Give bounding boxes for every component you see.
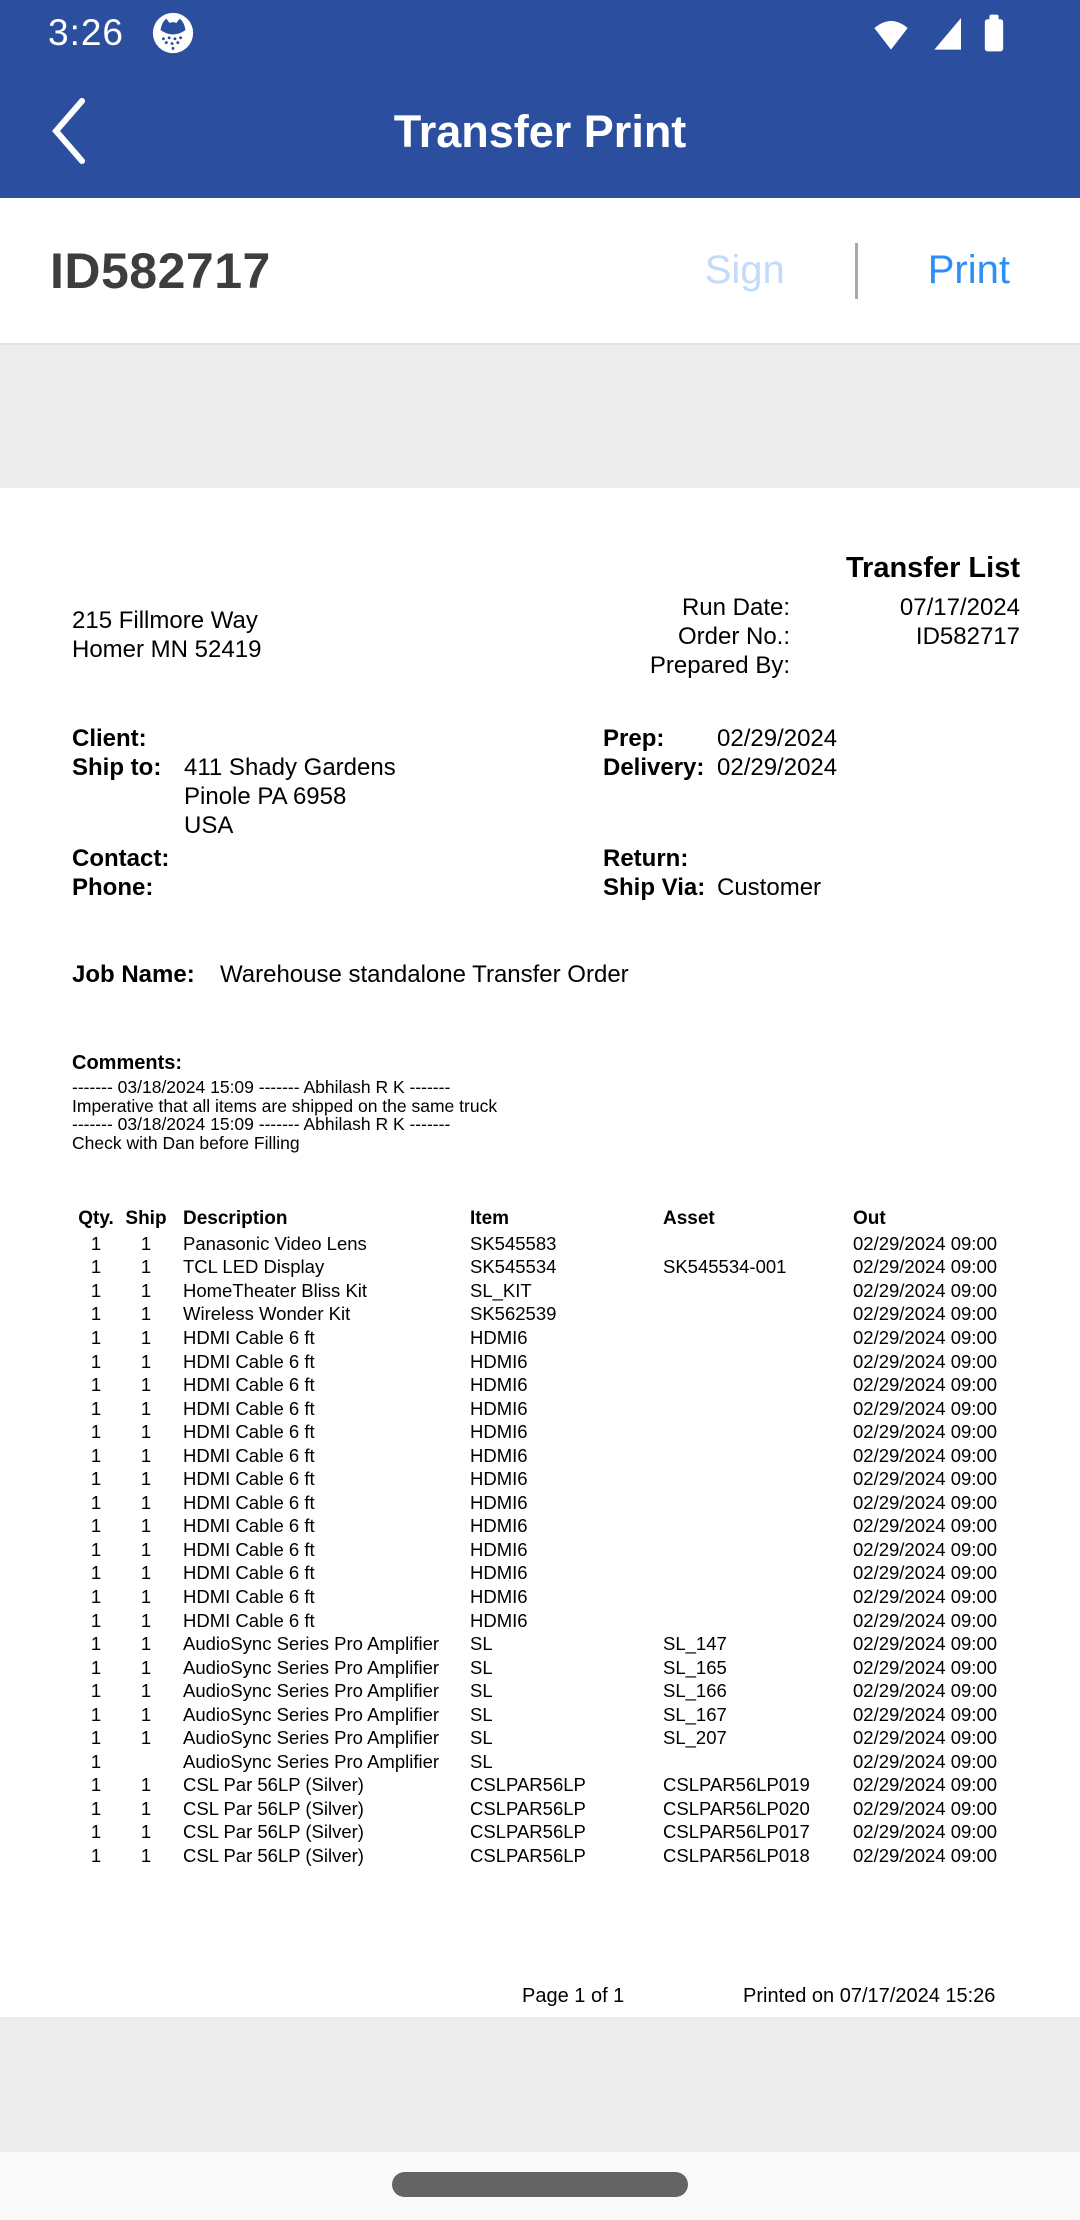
ship-cell: 1 (140, 1680, 152, 1702)
asset-cell: CSLPAR56LP017 (663, 1821, 810, 1843)
item-cell: HDMI6 (470, 1374, 528, 1396)
table-row (0, 1515, 1080, 1539)
out-cell: 02/29/2024 09:00 (853, 1421, 998, 1443)
comments-block (72, 1052, 497, 1152)
battery-icon (980, 11, 1008, 55)
item-cell: SL (470, 1656, 493, 1678)
qty-cell: 1 (90, 1703, 102, 1725)
qty-cell: 1 (90, 1515, 102, 1537)
item-cell: SL (470, 1680, 493, 1702)
qty-cell: 1 (90, 1232, 102, 1254)
ship-cell: 1 (140, 1515, 152, 1537)
item-cell: HDMI6 (470, 1562, 528, 1584)
comment-line: ------- 03/18/2024 15:09 ------- Abhilash R K ------- (72, 1077, 451, 1097)
description-cell: HDMI Cable 6 ft (183, 1515, 315, 1537)
out-cell: 02/29/2024 09:00 (853, 1844, 998, 1866)
asset-cell: SL_165 (663, 1656, 727, 1678)
description-cell: AudioSync Series Pro Amplifier (183, 1703, 440, 1725)
description-cell: AudioSync Series Pro Amplifier (183, 1750, 440, 1772)
out-cell: 02/29/2024 09:00 (853, 1797, 998, 1819)
table-row (0, 1562, 1080, 1586)
asset-cell: CSLPAR56LP018 (663, 1844, 810, 1866)
qty-cell: 1 (90, 1844, 102, 1866)
description-cell: HDMI Cable 6 ft (183, 1491, 315, 1513)
item-cell: CSLPAR56LP (470, 1844, 586, 1866)
shipto-lines (184, 753, 396, 840)
items-table-header (0, 1206, 1080, 1232)
out-cell: 02/29/2024 09:00 (853, 1232, 998, 1254)
qty-cell: 1 (90, 1797, 102, 1819)
qty-header: Qty. (78, 1208, 114, 1229)
table-row (0, 1303, 1080, 1327)
address-line: 215 Fillmore Way (72, 607, 258, 634)
out-cell: 02/29/2024 09:00 (853, 1633, 998, 1655)
shipvia-value: Customer (717, 874, 822, 901)
field-value (790, 651, 1020, 680)
field-label: Order No.: (677, 623, 790, 650)
asset-cell: SL_147 (663, 1633, 727, 1655)
description-cell: Panasonic Video Lens (183, 1232, 367, 1254)
chevron-left-icon (46, 96, 90, 169)
item-cell: HDMI6 (470, 1421, 528, 1443)
description-cell: HDMI Cable 6 ft (183, 1326, 315, 1348)
out-cell: 02/29/2024 09:00 (853, 1750, 998, 1772)
table-row (0, 1844, 1080, 1868)
shipto-label: Ship to: (72, 754, 162, 781)
print-button[interactable]: Print (927, 248, 1010, 292)
table-row (0, 1726, 1080, 1750)
ship-cell: 1 (140, 1656, 152, 1678)
description-cell: AudioSync Series Pro Amplifier (183, 1633, 440, 1655)
out-cell: 02/29/2024 09:00 (853, 1538, 998, 1560)
qty-cell: 1 (90, 1397, 102, 1419)
ship-cell: 1 (140, 1491, 152, 1513)
delivery-value: 02/29/2024 (717, 754, 838, 781)
description-cell: HDMI Cable 6 ft (183, 1609, 315, 1631)
item-cell: SL (470, 1727, 493, 1749)
description-cell: CSL Par 56LP (Silver) (183, 1844, 364, 1866)
ship-cell: 1 (140, 1444, 152, 1466)
item-header: Item (470, 1208, 510, 1229)
table-row (0, 1397, 1080, 1421)
table-row (0, 1373, 1080, 1397)
table-row (0, 1679, 1080, 1703)
qty-cell: 1 (90, 1326, 102, 1348)
phone-row (72, 873, 184, 902)
ship-cell: 1 (140, 1562, 152, 1584)
shipto-line: USA (184, 812, 234, 839)
out-header: Out (853, 1208, 886, 1229)
shipto-row (72, 753, 396, 840)
qty-cell: 1 (90, 1444, 102, 1466)
items-table (0, 1206, 1080, 1868)
contact-row (72, 844, 184, 873)
out-cell: 02/29/2024 09:00 (853, 1727, 998, 1749)
shipto-line: 411 Shady Gardens (184, 754, 396, 781)
ship-header: Ship (125, 1208, 167, 1229)
out-cell: 02/29/2024 09:00 (853, 1468, 998, 1490)
shipto-line: Pinole PA 6958 (184, 783, 347, 810)
company-address (72, 606, 261, 664)
qty-cell: 1 (90, 1750, 102, 1772)
status-icons (870, 11, 1008, 55)
item-cell: HDMI6 (470, 1491, 528, 1513)
document-footer (0, 1982, 1080, 2011)
page-title: Transfer Print (393, 106, 687, 157)
qty-cell: 1 (90, 1421, 102, 1443)
qty-cell: 1 (90, 1491, 102, 1513)
document-title: Transfer List (845, 552, 1020, 584)
prep-row (603, 724, 837, 753)
out-cell: 02/29/2024 09:00 (853, 1656, 998, 1678)
qty-cell: 1 (90, 1303, 102, 1325)
comments-lines (72, 1078, 497, 1152)
item-cell: SL (470, 1750, 493, 1772)
wifi-icon (870, 13, 912, 53)
document-header-fields (560, 593, 1020, 680)
qty-cell: 1 (90, 1633, 102, 1655)
item-cell: SK562539 (470, 1303, 557, 1325)
printed-timestamp: Printed on 07/17/2024 15:26 (743, 1985, 996, 2007)
item-cell: SL (470, 1703, 493, 1725)
page-indicator: Page 1 of 1 (522, 1985, 625, 2007)
description-cell: HDMI Cable 6 ft (183, 1374, 315, 1396)
asset-cell: SK545534-001 (663, 1256, 787, 1278)
table-row (0, 1656, 1080, 1680)
item-cell: HDMI6 (470, 1515, 528, 1537)
ship-cell: 1 (140, 1232, 152, 1254)
return-shipvia-block (603, 844, 821, 902)
prep-value: 02/29/2024 (717, 725, 838, 752)
ship-cell: 1 (140, 1727, 152, 1749)
shipvia-row (603, 873, 821, 902)
document-header-field (560, 593, 1020, 622)
table-row (0, 1420, 1080, 1444)
item-cell: HDMI6 (470, 1538, 528, 1560)
qty-cell: 1 (90, 1374, 102, 1396)
phone-label: Phone: (72, 874, 154, 901)
system-nav-bar (0, 2152, 1080, 2220)
prep-label: Prep: (603, 725, 665, 752)
item-cell: SL (470, 1633, 493, 1655)
ship-cell: 1 (140, 1703, 152, 1725)
description-cell: AudioSync Series Pro Amplifier (183, 1727, 440, 1749)
contact-phone-block (72, 844, 184, 902)
preview-margin-top (0, 343, 1080, 488)
return-label: Return: (603, 845, 689, 872)
out-cell: 02/29/2024 09:00 (853, 1774, 998, 1796)
comment-line: Check with Dan before Filling (72, 1132, 300, 1153)
table-row (0, 1821, 1080, 1845)
table-row (0, 1703, 1080, 1727)
qty-cell: 1 (90, 1256, 102, 1278)
out-cell: 02/29/2024 09:00 (853, 1303, 998, 1325)
order-toolbar (0, 198, 1080, 343)
asset-cell: CSLPAR56LP019 (663, 1774, 810, 1796)
cellular-signal-icon (926, 13, 966, 53)
item-cell: CSLPAR56LP (470, 1797, 586, 1819)
description-cell: HDMI Cable 6 ft (183, 1421, 315, 1443)
table-row (0, 1350, 1080, 1374)
item-cell: HDMI6 (470, 1326, 528, 1348)
delivery-label: Delivery: (603, 754, 705, 781)
field-label: Run Date: (681, 594, 790, 621)
order-id: ID582717 (50, 242, 271, 299)
qty-cell: 1 (90, 1774, 102, 1796)
document-header-block (560, 552, 1020, 680)
description-cell: HDMI Cable 6 ft (183, 1444, 315, 1466)
asset-cell: SL_207 (663, 1727, 727, 1749)
item-cell: HDMI6 (470, 1585, 528, 1607)
table-row (0, 1538, 1080, 1562)
comment-line: Imperative that all items are shipped on the same truck (72, 1095, 498, 1116)
client-shipto-block (72, 724, 396, 840)
qty-cell: 1 (90, 1585, 102, 1607)
description-cell: HDMI Cable 6 ft (183, 1397, 315, 1419)
comment-line: ------- 03/18/2024 15:09 ------- Abhilash R K ------- (72, 1114, 451, 1135)
qty-cell: 1 (90, 1350, 102, 1372)
job-name-row (72, 960, 629, 989)
ship-cell: 1 (140, 1585, 152, 1607)
table-row (0, 1232, 1080, 1256)
description-cell: HDMI Cable 6 ft (183, 1562, 315, 1584)
description-header: Description (183, 1208, 288, 1229)
ship-cell: 1 (140, 1633, 152, 1655)
description-cell: TCL LED Display (183, 1256, 325, 1278)
asset-cell: SL_166 (663, 1680, 727, 1702)
item-cell: SK545583 (470, 1232, 557, 1254)
asset-cell: CSLPAR56LP020 (663, 1797, 810, 1819)
out-cell: 02/29/2024 09:00 (853, 1279, 998, 1301)
item-cell: HDMI6 (470, 1444, 528, 1466)
item-cell: SK545534 (470, 1256, 557, 1278)
description-cell: HDMI Cable 6 ft (183, 1350, 315, 1372)
shipvia-label: Ship Via: (603, 874, 706, 901)
action-divider (855, 243, 858, 299)
out-cell: 02/29/2024 09:00 (853, 1491, 998, 1513)
out-cell: 02/29/2024 09:00 (853, 1397, 998, 1419)
table-row (0, 1774, 1080, 1798)
item-cell: CSLPAR56LP (470, 1774, 586, 1796)
qty-cell: 1 (90, 1680, 102, 1702)
ship-cell: 1 (140, 1397, 152, 1419)
client-row (72, 724, 396, 753)
field-label: Prepared By: (649, 652, 790, 679)
table-row (0, 1444, 1080, 1468)
out-cell: 02/29/2024 09:00 (853, 1821, 998, 1843)
table-row (0, 1491, 1080, 1515)
item-cell: SL_KIT (470, 1279, 532, 1301)
document-header-field (560, 622, 1020, 651)
return-row (603, 844, 821, 873)
preview-margin-bottom (0, 2017, 1080, 2152)
table-row (0, 1632, 1080, 1656)
cat-face-icon (150, 10, 196, 56)
ship-cell: 1 (140, 1821, 152, 1843)
document-header-field (560, 651, 1020, 680)
qty-cell: 1 (90, 1727, 102, 1749)
description-cell: CSL Par 56LP (Silver) (183, 1821, 364, 1843)
out-cell: 02/29/2024 09:00 (853, 1444, 998, 1466)
qty-cell: 1 (90, 1468, 102, 1490)
qty-cell: 1 (90, 1562, 102, 1584)
out-cell: 02/29/2024 09:00 (853, 1609, 998, 1631)
comments-label: Comments: (72, 1052, 183, 1074)
ship-cell: 1 (140, 1421, 152, 1443)
qty-cell: 1 (90, 1279, 102, 1301)
address-line: Homer MN 52419 (72, 636, 262, 663)
sign-button[interactable]: Sign (704, 248, 785, 292)
out-cell: 02/29/2024 09:00 (853, 1585, 998, 1607)
toolbar-actions (705, 243, 1010, 299)
item-cell: HDMI6 (470, 1350, 528, 1372)
description-cell: HDMI Cable 6 ft (183, 1468, 315, 1490)
table-row (0, 1326, 1080, 1350)
description-cell: Wireless Wonder Kit (183, 1303, 351, 1325)
item-cell: CSLPAR56LP (470, 1821, 586, 1843)
nav-gesture-handle[interactable] (392, 2172, 688, 2197)
ship-cell: 1 (140, 1256, 152, 1278)
out-cell: 02/29/2024 09:00 (853, 1326, 998, 1348)
ship-cell: 1 (140, 1844, 152, 1866)
job-name-value: Warehouse standalone Transfer Order (220, 961, 629, 988)
description-cell: HDMI Cable 6 ft (183, 1538, 315, 1560)
document-preview[interactable] (0, 488, 1080, 2017)
table-row (0, 1609, 1080, 1633)
status-bar (0, 0, 1080, 66)
ship-cell: 1 (140, 1303, 152, 1325)
out-cell: 02/29/2024 09:00 (853, 1350, 998, 1372)
ship-cell: 1 (140, 1279, 152, 1301)
table-row (0, 1585, 1080, 1609)
field-value: ID582717 (915, 623, 1020, 650)
description-cell: CSL Par 56LP (Silver) (183, 1797, 364, 1819)
ship-cell: 1 (140, 1468, 152, 1490)
ship-cell: 1 (140, 1326, 152, 1348)
ship-cell: 1 (140, 1609, 152, 1631)
out-cell: 02/29/2024 09:00 (853, 1256, 998, 1278)
app-bar (0, 66, 1080, 198)
ship-cell: 1 (140, 1374, 152, 1396)
description-cell: HDMI Cable 6 ft (183, 1585, 315, 1607)
out-cell: 02/29/2024 09:00 (853, 1703, 998, 1725)
table-row (0, 1797, 1080, 1821)
delivery-row (603, 753, 837, 782)
qty-cell: 1 (90, 1656, 102, 1678)
asset-header: Asset (663, 1208, 715, 1229)
out-cell: 02/29/2024 09:00 (853, 1680, 998, 1702)
back-button[interactable] (28, 87, 108, 177)
out-cell: 02/29/2024 09:00 (853, 1374, 998, 1396)
ship-cell: 1 (140, 1774, 152, 1796)
qty-cell: 1 (90, 1538, 102, 1560)
table-row (0, 1256, 1080, 1280)
prep-delivery-block (603, 724, 837, 782)
description-cell: AudioSync Series Pro Amplifier (183, 1680, 440, 1702)
ship-cell: 1 (140, 1797, 152, 1819)
table-row (0, 1750, 1080, 1774)
description-cell: CSL Par 56LP (Silver) (183, 1774, 364, 1796)
item-cell: HDMI6 (470, 1468, 528, 1490)
out-cell: 02/29/2024 09:00 (853, 1515, 998, 1537)
description-cell: AudioSync Series Pro Amplifier (183, 1656, 440, 1678)
table-row (0, 1467, 1080, 1491)
status-time: 3:26 (48, 12, 125, 53)
item-cell: HDMI6 (470, 1397, 528, 1419)
job-name-label: Job Name: (72, 961, 195, 988)
qty-cell: 1 (90, 1609, 102, 1631)
out-cell: 02/29/2024 09:00 (853, 1562, 998, 1584)
description-cell: HomeTheater Bliss Kit (183, 1279, 368, 1301)
item-cell: HDMI6 (470, 1609, 528, 1631)
contact-label: Contact: (72, 845, 170, 872)
ship-cell: 1 (140, 1538, 152, 1560)
field-value: 07/17/2024 (899, 594, 1020, 621)
ship-cell: 1 (140, 1350, 152, 1372)
client-label: Client: (72, 725, 147, 752)
asset-cell: SL_167 (663, 1703, 727, 1725)
items-table-body (0, 1232, 1080, 1868)
qty-cell: 1 (90, 1821, 102, 1843)
table-row (0, 1279, 1080, 1303)
